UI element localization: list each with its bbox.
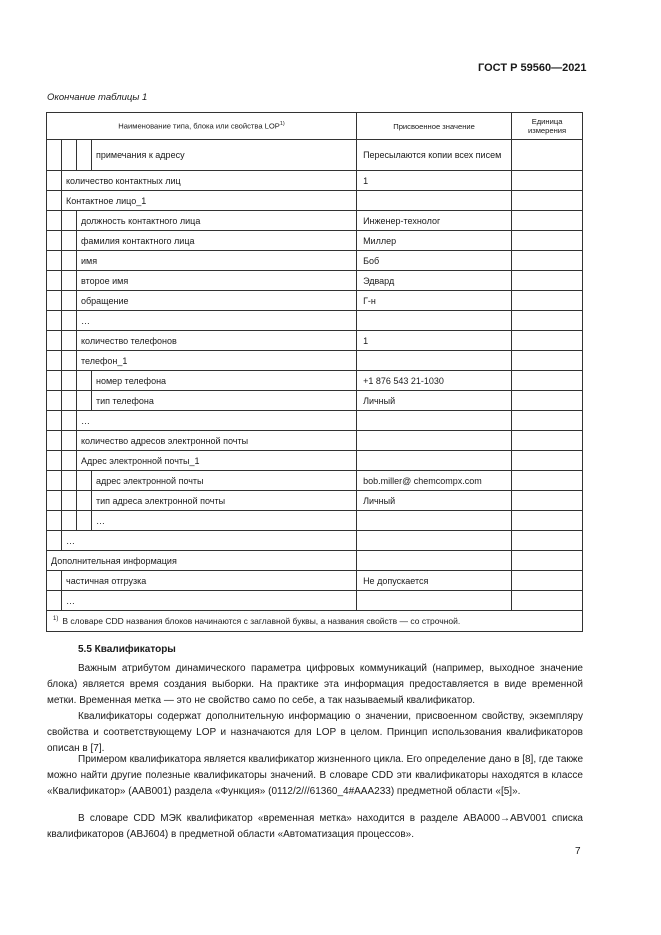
- table-row: [47, 511, 583, 531]
- row-value: 1: [357, 331, 512, 351]
- table-row: [47, 291, 583, 311]
- indent-cell: [47, 211, 62, 231]
- indent-cell: [62, 140, 77, 171]
- row-unit: [512, 251, 583, 271]
- row-unit: [512, 351, 583, 371]
- row-unit: [512, 471, 583, 491]
- paragraph: Важным атрибутом динамического параметра цифровых коммуникаций (например, выходное значение блока) является время создания выборки. На практике эта информация предоставляется в виде временной метки. Временная метка — это не свойство само по себе, а так называемый квалификатор.: [47, 663, 583, 707]
- table-row: [47, 531, 583, 551]
- indent-cell: [47, 451, 62, 471]
- indent-cell: [62, 491, 77, 511]
- indent-cell: [47, 191, 62, 211]
- indent-cell: [47, 571, 62, 591]
- row-value: [357, 191, 512, 211]
- row-label: должность контактного лица: [77, 211, 357, 231]
- row-label: телефон_1: [77, 351, 357, 371]
- row-label: тип адреса электронной почты: [92, 491, 357, 511]
- row-label: Контактное лицо_1: [62, 191, 357, 211]
- row-label: частичная отгрузка: [62, 571, 357, 591]
- row-label: фамилия контактного лица: [77, 231, 357, 251]
- row-unit: [512, 531, 583, 551]
- row-value: [357, 451, 512, 471]
- row-unit: [512, 431, 583, 451]
- table-row: [47, 371, 583, 391]
- indent-cell: [47, 251, 62, 271]
- indent-cell: [77, 511, 92, 531]
- indent-cell: [62, 451, 77, 471]
- row-unit: [512, 371, 583, 391]
- indent-cell: [77, 371, 92, 391]
- table-row: [47, 391, 583, 411]
- indent-cell: [47, 291, 62, 311]
- header-unit: Единица измерения: [512, 113, 583, 140]
- indent-cell: [47, 531, 62, 551]
- row-value: [357, 351, 512, 371]
- paragraph: Примером квалификатора является квалификатор жизненного цикла. Его определение дано в [8], где также можно найти другие полезные квалификаторы значений. В словаре CDD эти квалификаторы находятся в классе «Квалификатор» (AAB001) раздела «Функция» (0112/2///61360_4#AAA233) предметной области «[5]».: [47, 754, 583, 798]
- indent-cell: [62, 431, 77, 451]
- row-value: Личный: [357, 391, 512, 411]
- indent-cell: [47, 231, 62, 251]
- row-label: имя: [77, 251, 357, 271]
- row-value: Г-н: [357, 291, 512, 311]
- document-code: ГОСТ Р 59560—2021: [478, 62, 587, 74]
- table-row: [47, 211, 583, 231]
- indent-cell: [62, 291, 77, 311]
- row-unit: [512, 231, 583, 251]
- row-label: количество контактных лиц: [62, 171, 357, 191]
- row-value: [357, 591, 512, 611]
- indent-cell: [47, 591, 62, 611]
- indent-cell: [47, 511, 62, 531]
- row-unit: [512, 571, 583, 591]
- row-unit: [512, 211, 583, 231]
- indent-cell: [47, 411, 62, 431]
- indent-cell: [47, 491, 62, 511]
- row-label: обращение: [77, 291, 357, 311]
- row-value: [357, 511, 512, 531]
- indent-cell: [62, 371, 77, 391]
- indent-cell: [47, 140, 62, 171]
- row-label: …: [92, 511, 357, 531]
- indent-cell: [47, 391, 62, 411]
- row-label: …: [62, 531, 357, 551]
- header-name: Наименование типа, блока или свойства LOP$^{1)}$: [47, 113, 357, 140]
- section-title: 5.5 Квалификаторы: [78, 644, 176, 655]
- footnote-mark: 1): [53, 616, 59, 623]
- paragraph: В словаре CDD МЭК квалификатор «временная метка» находится в разделе ABA000→ABV001 списка квалификаторов (ABJ604) в предметной области «Автоматизация процессов».: [47, 813, 583, 841]
- row-value: Боб: [357, 251, 512, 271]
- indent-cell: [62, 411, 77, 431]
- row-value: Эдвард: [357, 271, 512, 291]
- row-value: [357, 551, 512, 571]
- row-label: …: [77, 311, 357, 331]
- paragraph: Квалификаторы содержат дополнительную информацию о значении, присвоенном свойству, экземпляру свойства и соответствующему LOP и назначаются для LOP в целом. Принцип использования квалификаторов описан в [7].: [47, 711, 583, 755]
- table-row: [47, 191, 583, 211]
- table-row: [47, 171, 583, 191]
- row-unit: [512, 171, 583, 191]
- indent-cell: [62, 511, 77, 531]
- table-row: [47, 331, 583, 351]
- table-row: [47, 451, 583, 471]
- row-unit: [512, 451, 583, 471]
- indent-cell: [77, 491, 92, 511]
- row-unit: [512, 331, 583, 351]
- table-header-row: [47, 113, 583, 140]
- table-row: [47, 351, 583, 371]
- indent-cell: [62, 471, 77, 491]
- indent-cell: [77, 391, 92, 411]
- row-label: второе имя: [77, 271, 357, 291]
- indent-cell: [62, 211, 77, 231]
- row-unit: [512, 411, 583, 431]
- table-row: [47, 571, 583, 591]
- row-unit: [512, 140, 583, 171]
- row-label: количество телефонов: [77, 331, 357, 351]
- table-row: [47, 140, 583, 171]
- row-value: [357, 411, 512, 431]
- row-value: Инженер-технолог: [357, 211, 512, 231]
- table-caption: Окончание таблицы 1: [47, 92, 148, 103]
- row-unit: [512, 591, 583, 611]
- indent-cell: [47, 311, 62, 331]
- row-value: Пересылаются копии всех писем: [357, 140, 512, 171]
- lop-table: [46, 112, 583, 632]
- row-label: адрес электронной почты: [92, 471, 357, 491]
- row-unit: [512, 491, 583, 511]
- row-label: Адрес электронной почты_1: [77, 451, 357, 471]
- row-value: Личный: [357, 491, 512, 511]
- row-unit: [512, 271, 583, 291]
- row-label: номер телефона: [92, 371, 357, 391]
- table-footnote: [47, 611, 583, 632]
- row-value: +1 876 543 21-1030: [357, 371, 512, 391]
- row-label: …: [62, 591, 357, 611]
- table-row: [47, 471, 583, 491]
- table-row: [47, 591, 583, 611]
- indent-cell: [47, 471, 62, 491]
- table-row: [47, 251, 583, 271]
- row-unit: [512, 291, 583, 311]
- indent-cell: [77, 471, 92, 491]
- indent-cell: [47, 371, 62, 391]
- indent-cell: [47, 331, 62, 351]
- row-unit: [512, 391, 583, 411]
- table-row: [47, 491, 583, 511]
- indent-cell: [62, 231, 77, 251]
- row-value: Миллер: [357, 231, 512, 251]
- footnote-text: В словаре CDD названия блоков начинаются с заглавной буквы, а названия свойств — со строчной.: [62, 616, 461, 626]
- row-value: [357, 311, 512, 331]
- row-value: [357, 431, 512, 451]
- row-value: [357, 531, 512, 551]
- row-label: примечания к адресу: [92, 140, 357, 171]
- row-unit: [512, 311, 583, 331]
- row-unit: [512, 551, 583, 571]
- row-unit: [512, 511, 583, 531]
- indent-cell: [62, 271, 77, 291]
- indent-cell: [62, 351, 77, 371]
- indent-cell: [47, 351, 62, 371]
- row-label: …: [77, 411, 357, 431]
- row-value: 1: [357, 171, 512, 191]
- page-number: 7: [575, 846, 581, 857]
- header-value: Присвоенное значение: [357, 113, 512, 140]
- table-body: [47, 140, 583, 632]
- indent-cell: [62, 251, 77, 271]
- row-value: bob.miller@ chemcompx.com: [357, 471, 512, 491]
- indent-cell: [47, 171, 62, 191]
- row-value: Не допускается: [357, 571, 512, 591]
- table-row: [47, 271, 583, 291]
- indent-cell: [47, 431, 62, 451]
- table-row: [47, 311, 583, 331]
- indent-cell: [62, 391, 77, 411]
- table-row: [47, 431, 583, 451]
- table-row: [47, 411, 583, 431]
- row-label: Дополнительная информация: [47, 551, 357, 571]
- indent-cell: [62, 311, 77, 331]
- footnote-row: [47, 611, 583, 632]
- table-row: [47, 231, 583, 251]
- indent-cell: [47, 271, 62, 291]
- row-unit: [512, 191, 583, 211]
- row-label: тип телефона: [92, 391, 357, 411]
- table-row: [47, 551, 583, 571]
- row-label: количество адресов электронной почты: [77, 431, 357, 451]
- indent-cell: [77, 140, 92, 171]
- indent-cell: [62, 331, 77, 351]
